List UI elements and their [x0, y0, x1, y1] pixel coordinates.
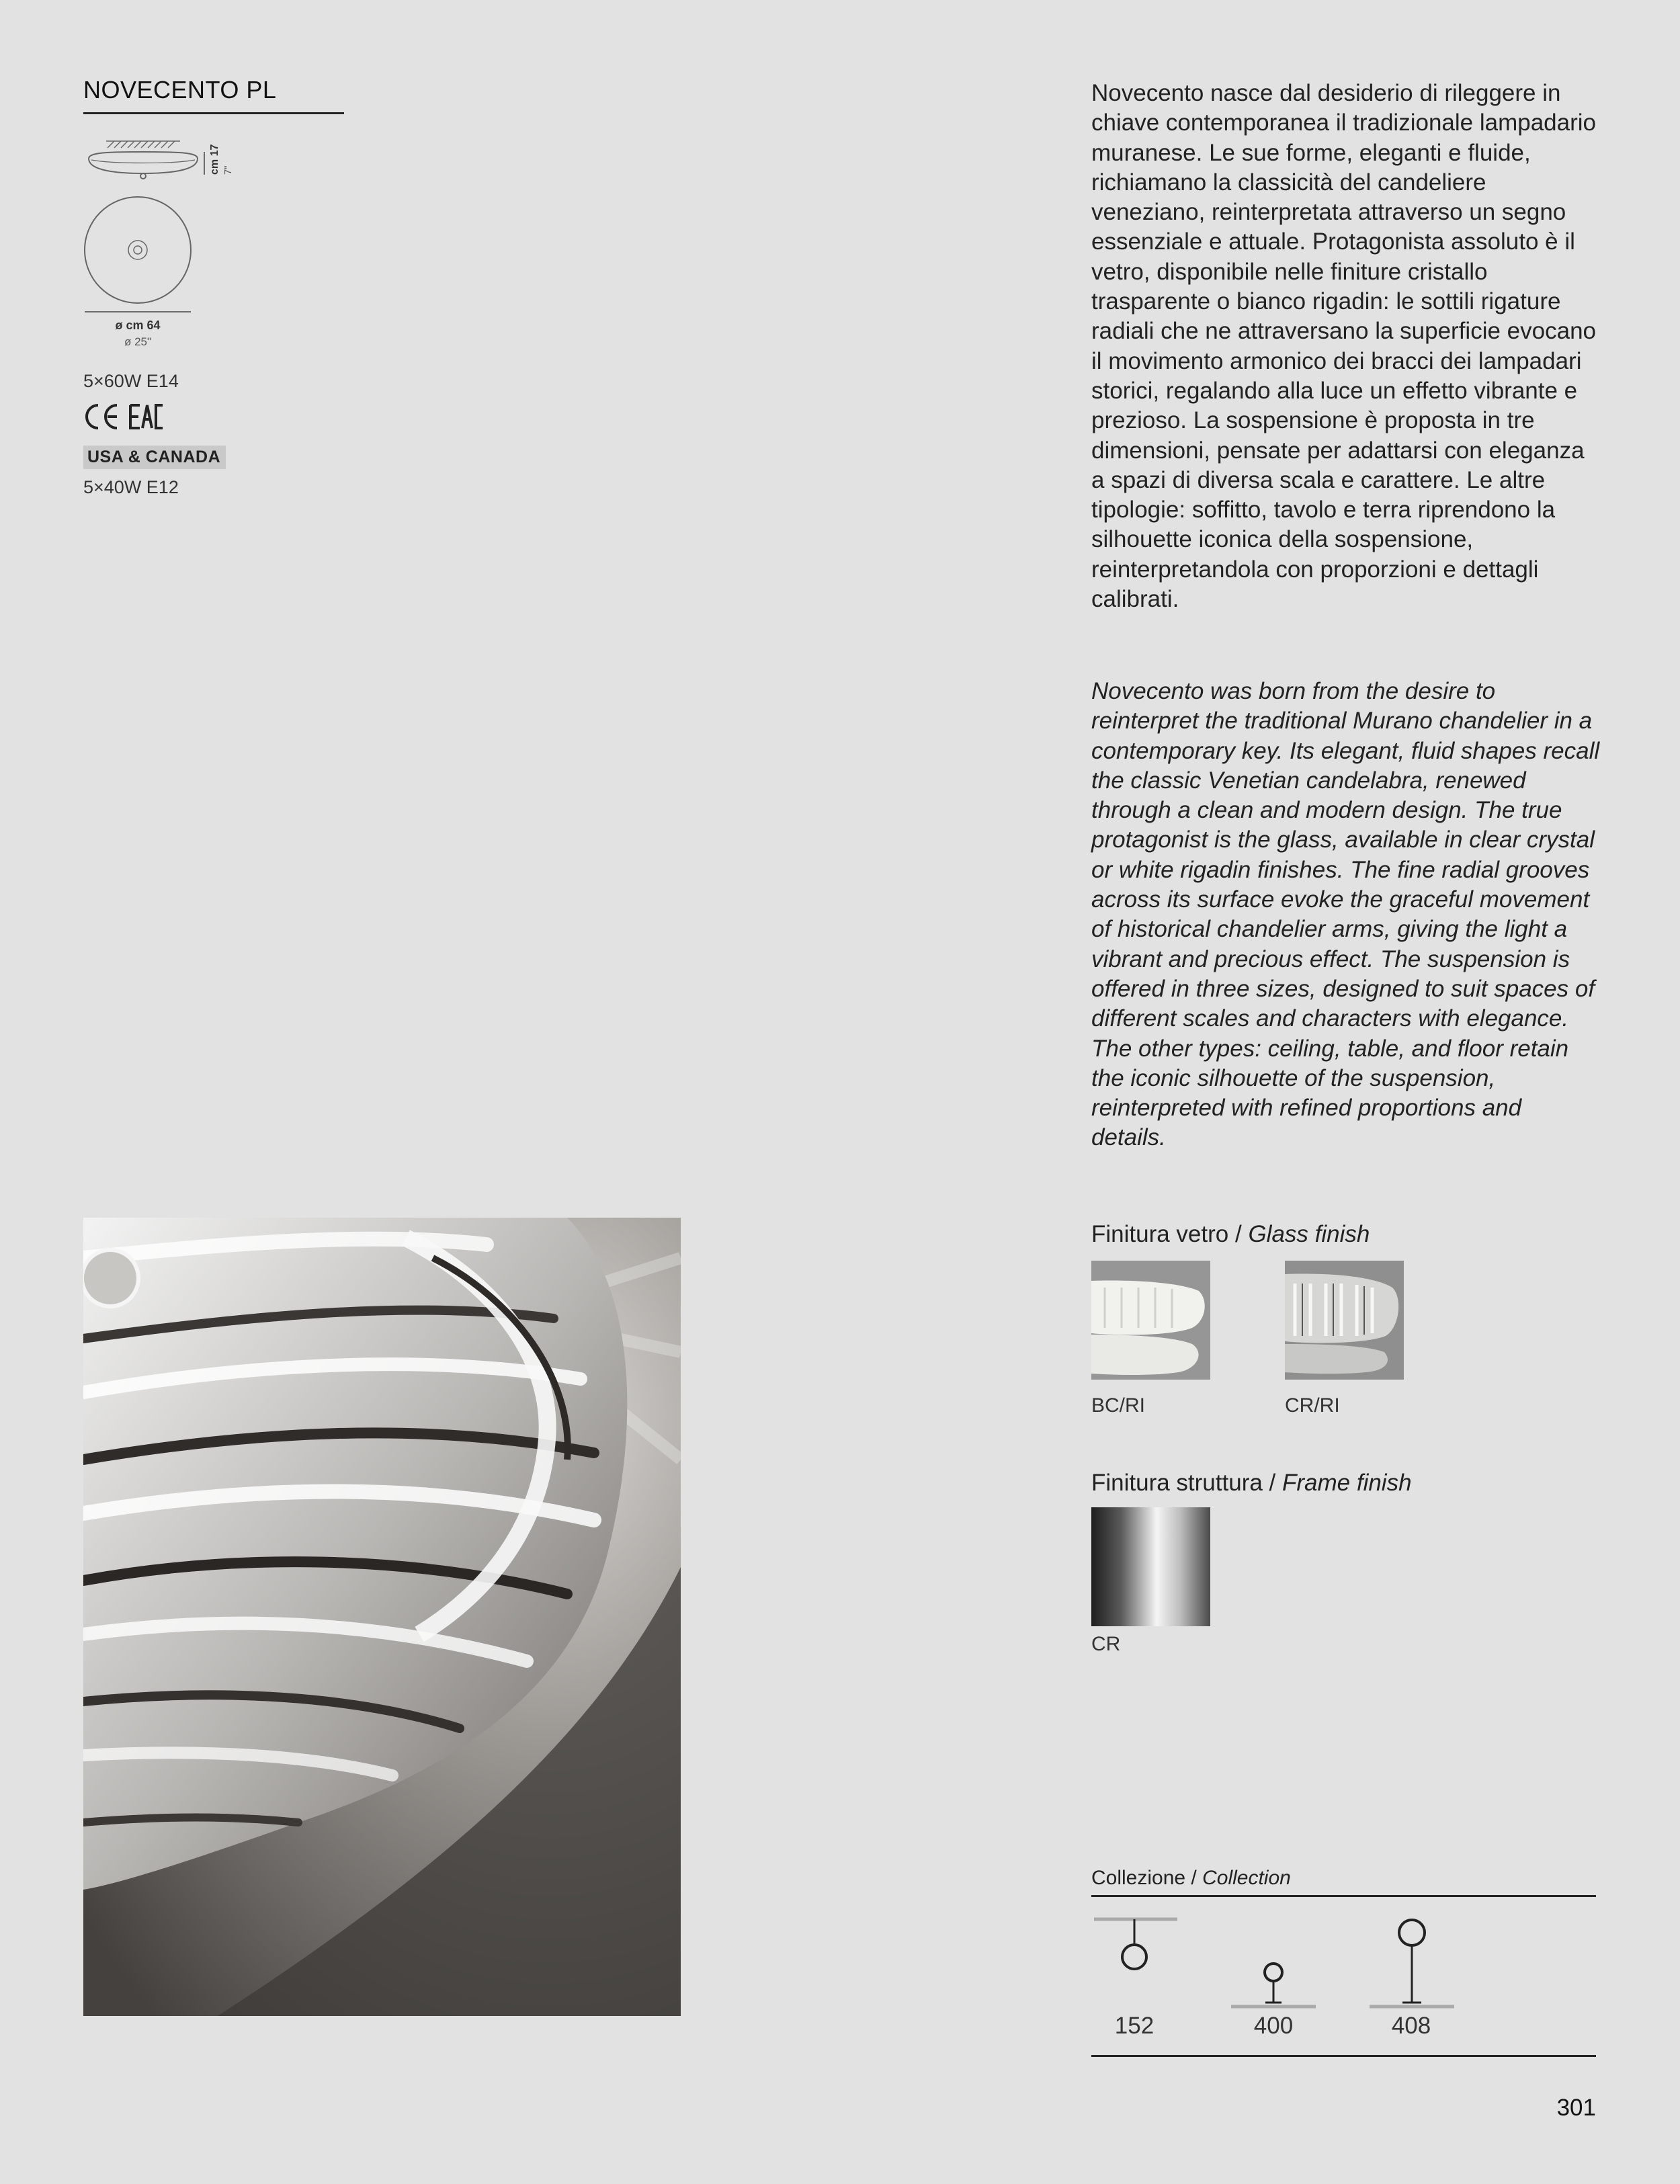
suspension-lamp-icon[interactable]: [1094, 1919, 1177, 1969]
diameter-in-label: ø 25": [124, 335, 152, 348]
frame-finish-heading-en: Frame finish: [1282, 1470, 1412, 1496]
frame-finish-code-cr: CR: [1091, 1633, 1121, 1655]
glass-finish-code-bc-ri: BC/RI: [1091, 1394, 1146, 1417]
collection-heading-en: Collection: [1202, 1867, 1291, 1889]
glass-finish-heading-en: Glass finish: [1248, 1221, 1370, 1247]
description-italian: Novecento nasce dal desiderio di rileggere in chiave contemporanea il tradizionale lampadario muranese. Le sue forme, eleganti e fluide, richiamano la classicità del candeliere veneziano, reinterpretata attraverso un segno essenziale e attuale. Protagonista assoluto è il vetro, disponibile nelle finiture cristallo trasparente o bianco rigadin: le sottili rigature radiali che ne attraversano la superficie evocano il movimento armonico dei bracci dei lampadari storici, regalando alla luce un effetto vibrante e prezioso. La sospensione è proposta in tre dimensioni, pensate per adattarsi con eleganza a spazi di diversa scala e carattere. Le altre tipologie: soffitto, tavolo e terra riprendono la silhouette iconica della sospensione, reinterpretandola con proporzioni e dettagli calibrati.: [1091, 80, 1596, 613]
page-number: 301: [1556, 2095, 1596, 2121]
height-in-label: 7": [222, 165, 234, 175]
spec-eu: 5×60W E14: [83, 371, 179, 391]
ce-eac-icon: [83, 401, 164, 432]
collection-heading-it: Collezione: [1091, 1867, 1186, 1889]
glass-finish-heading-it: Finitura vetro: [1091, 1221, 1229, 1247]
collection-code-400: 400: [1253, 2013, 1294, 2039]
crystal-rigadin-glass-swatch[interactable]: [1285, 1261, 1404, 1380]
glass-finish-heading: Finitura vetro / Glass finish: [1091, 1221, 1370, 1247]
glass-finish-code-cr-ri: CR/RI: [1285, 1394, 1340, 1417]
frame-finish-heading-it: Finitura struttura: [1091, 1470, 1263, 1496]
collection-heading: Collezione / Collection: [1091, 1867, 1596, 1897]
certification-marks: [83, 401, 352, 433]
spec-block: [83, 371, 352, 498]
ceiling-hatch-icon: [106, 141, 180, 148]
product-title: NOVECENTO PL: [83, 76, 344, 114]
collection-code-152: 152: [1114, 2013, 1154, 2039]
height-cm-label: cm 17: [209, 144, 220, 175]
technical-drawing: [79, 134, 254, 356]
floor-lamp-icon[interactable]: [1370, 1920, 1454, 2007]
description-english: Novecento was born from the desire to reinterpret the traditional Murano chandelier in a contemporary key. Its elegant, fluid shapes recall the classic Venetian candelabra, renewed through a clean and modern design. The true protagonist is the glass, available in clear crystal or white rigadin finishes. The fine radial grooves across its surface evoke the graceful movement of historical chandelier arms, giving the light a vibrant and precious effect. The suspension is offered in three sizes, designed to suit spaces of different scales and characters with elegance. The other types: ceiling, table, and floor retain the iconic silhouette of the suspension, reinterpreted with refined proportions and details.: [1091, 678, 1600, 1151]
collection-code-408: 408: [1391, 2013, 1431, 2039]
white-rigadin-glass-swatch[interactable]: [1091, 1261, 1210, 1380]
spec-us: 5×40W E12: [83, 477, 179, 497]
lamp-top-view-icon: [85, 197, 191, 303]
frame-finish-heading: Finitura struttura / Frame finish: [1091, 1470, 1412, 1496]
diameter-cm-label: ø cm 64: [115, 319, 161, 332]
market-badge: USA & CANADA: [83, 446, 226, 469]
lamp-side-profile-icon: [89, 152, 198, 179]
table-lamp-icon[interactable]: [1231, 1964, 1316, 2007]
glass-closeup-image: [83, 1218, 681, 2016]
collection-bottom-rule: [1091, 2055, 1596, 2057]
chrome-frame-swatch[interactable]: [1091, 1507, 1210, 1626]
product-photo: [83, 1218, 681, 2016]
